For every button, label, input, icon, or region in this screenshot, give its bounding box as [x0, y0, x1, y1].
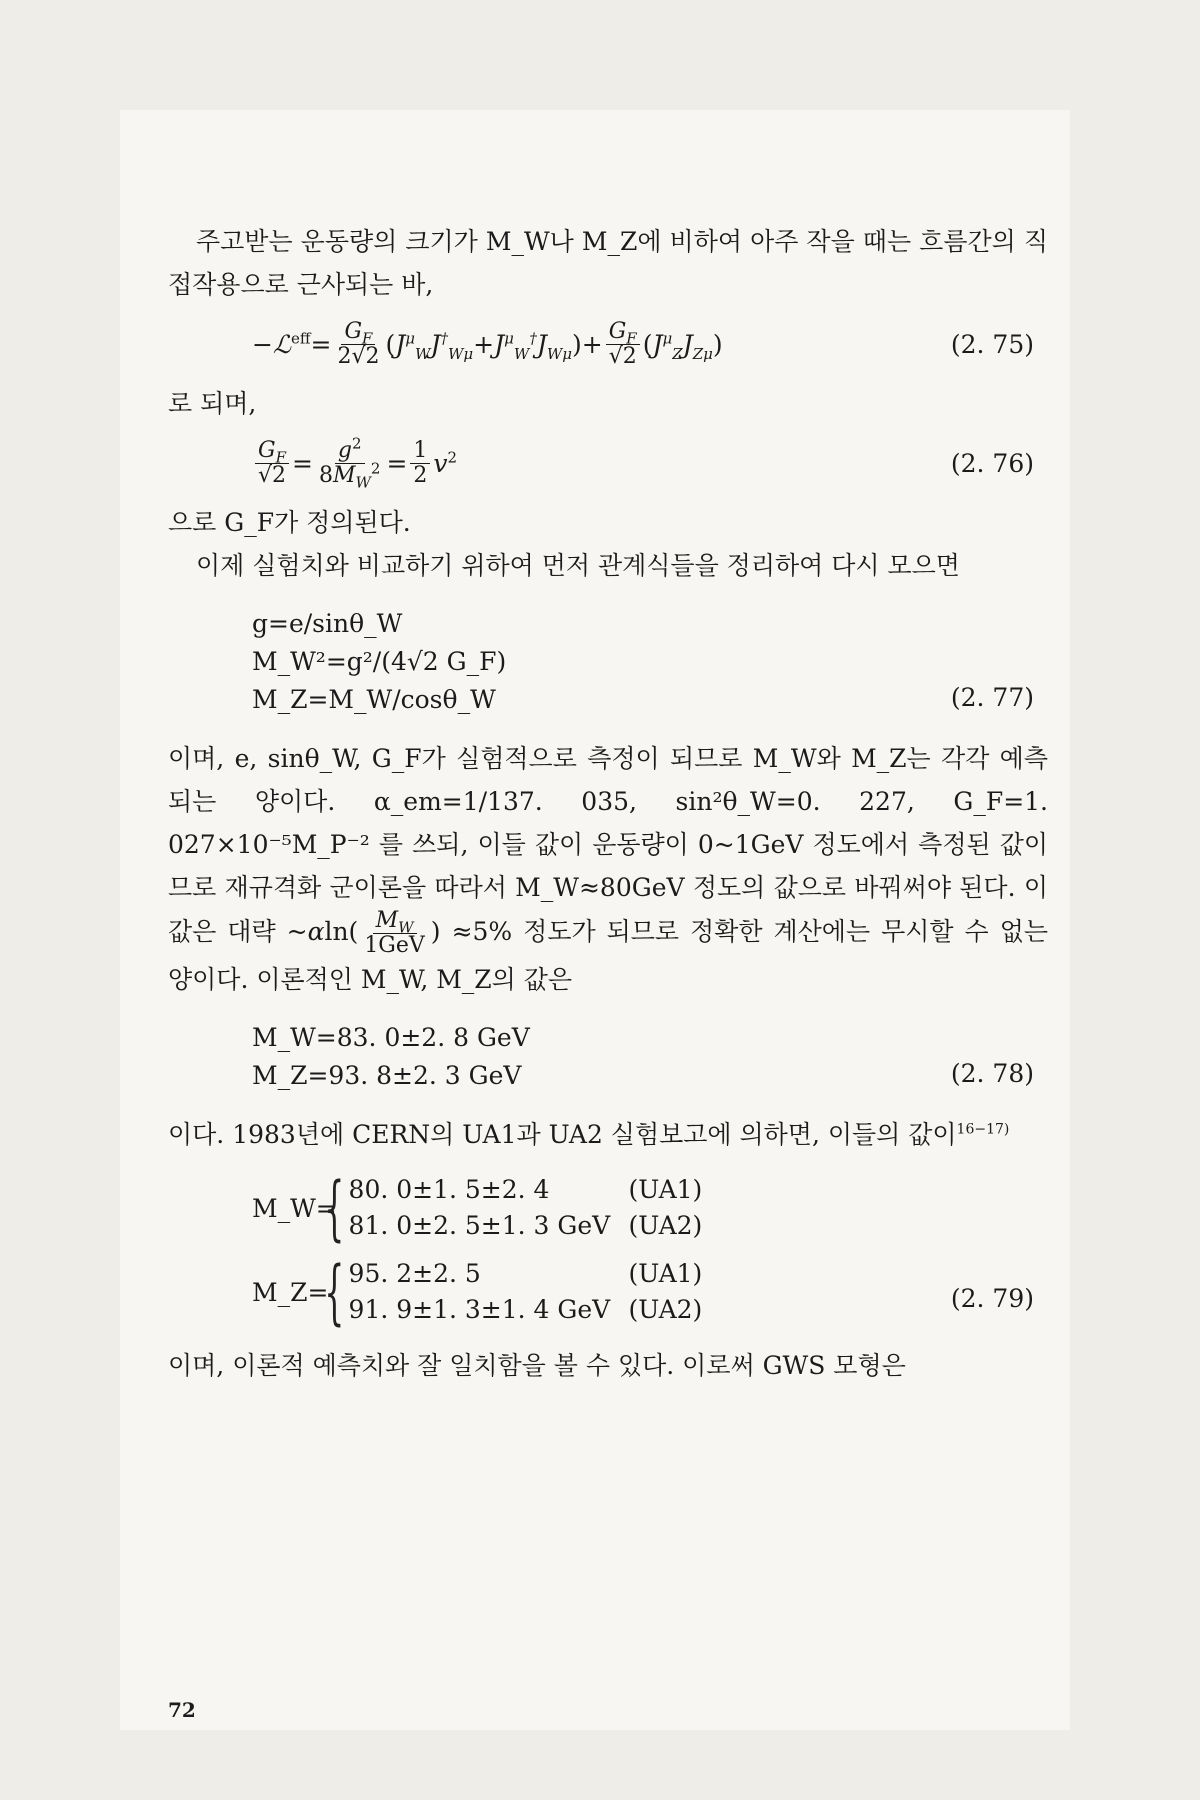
equation-2-79 [168, 1166, 1048, 1334]
paragraph-5-part-a: 이며, e, sinθ_W, G_F가 실험적으로 측정이 되므로 M_W와 M_Z는 각각 예측되는 양이다. [168, 744, 1048, 816]
reference-superscript: 16−17) [956, 1121, 1010, 1138]
page-content [168, 220, 1048, 1387]
paragraph-6 [168, 1113, 1048, 1156]
mz-measurements [252, 1250, 1048, 1334]
constants-line: α_em=1/137. 035, sin²θ_W=0. 227, G_F=1. 027×10⁻⁵M_P⁻² [168, 787, 1048, 859]
measurement-row: 80. 0±1. 5±2. 4 (UA1) [348, 1175, 703, 1204]
paragraph-4: 이제 실험치와 비교하기 위하여 먼저 관계식들을 정리하여 다시 모으면 [196, 551, 960, 580]
paragraph-7: 이며, 이론적 예측치와 잘 일치함을 볼 수 있다. 이로써 GWS 모형은 [168, 1351, 906, 1380]
text-line-3: 으로 G_F가 정의된다. [168, 508, 411, 537]
equation-line: M_W²=g²/(4√2 G_F) [252, 647, 507, 676]
paragraph-6-text: 이다. 1983년에 CERN의 UA1과 UA2 실험보고에 의하면, 이들의 값이 [168, 1120, 957, 1149]
equation-2-78 [168, 1019, 1048, 1095]
equation-line: M_Z=M_W/cosθ_W [252, 685, 496, 714]
measurement-row: 91. 9±1. 3±1. 4 GeV (UA2) [348, 1295, 703, 1324]
equation-number: (2. 77) [950, 683, 1034, 712]
equation-line: g=e/sinθ_W [252, 609, 403, 638]
equation-2-75: −ℒ$^{eff}$= $\frac{G_F}{2√2}$ $(J^\mu_WJ^\dagger_{W\mu}+J^\mu_W^\dagger J_{W\mu})+$ $\frac{G_F}{√2}$ $(J^\mu_ZJ_{Z\mu})$ (2. 75) [252, 318, 1034, 369]
measurement-row: 95. 2±2. 5 (UA1) [348, 1259, 703, 1288]
measurement-row: 81. 0±2. 5±1. 3 GeV (UA2) [348, 1211, 703, 1240]
paragraph-5-part-d: 이 값은 대략 [168, 873, 1048, 946]
equation-number: (2. 78) [950, 1059, 1034, 1088]
paragraph-5-part-c: 를 쓰되, 이들 값이 운동량이 0~1GeV 정도에서 측정된 값이므로 재규격화 군이론을 따라서 M_W≈80GeV 정도의 값으로 바꿔써야 된다. [168, 830, 1048, 902]
equation-number: (2. 79) [950, 1284, 1034, 1313]
page-number: 72 [168, 1698, 196, 1722]
mw-measurements [252, 1166, 1048, 1250]
paragraph-5 [168, 737, 1048, 1001]
page [120, 110, 1070, 1730]
equation-2-76: $\frac{G_F}{√2}$ = $\frac{g^2}{8M_W^2}$ = $\frac{1}{2}$ $v^2$ (2. 76) [168, 433, 1048, 493]
equation-number: (2. 75) [950, 329, 1034, 359]
mw-label: M_W= [252, 1193, 337, 1223]
paragraph-5-part-e: ≈5% 정도가 되므로 정확한 계산에는 무시할 수 없는 양이다. 이론적인 M_W, M_Z의 값은 [168, 917, 1048, 994]
equation-line: M_W=83. 0±2. 8 GeV [252, 1023, 530, 1052]
equation-2-77 [168, 605, 1048, 719]
brace-icon: { [324, 1251, 345, 1333]
equation-number: (2. 76) [950, 448, 1034, 478]
log-expression: ~αln( $\frac{M_W}{\text{1GeV}}$ ) [286, 908, 441, 958]
equation-line: M_Z=93. 8±2. 3 GeV [252, 1061, 522, 1090]
mz-label: M_Z= [252, 1277, 329, 1307]
text-line-2: 로 되며, [168, 389, 257, 418]
brace-icon: { [324, 1167, 345, 1249]
paragraph-1: 주고받는 운동량의 크기가 M_W나 M_Z에 비하여 아주 작을 때는 흐름간의 직접작용으로 근사되는 바, [168, 227, 1048, 299]
